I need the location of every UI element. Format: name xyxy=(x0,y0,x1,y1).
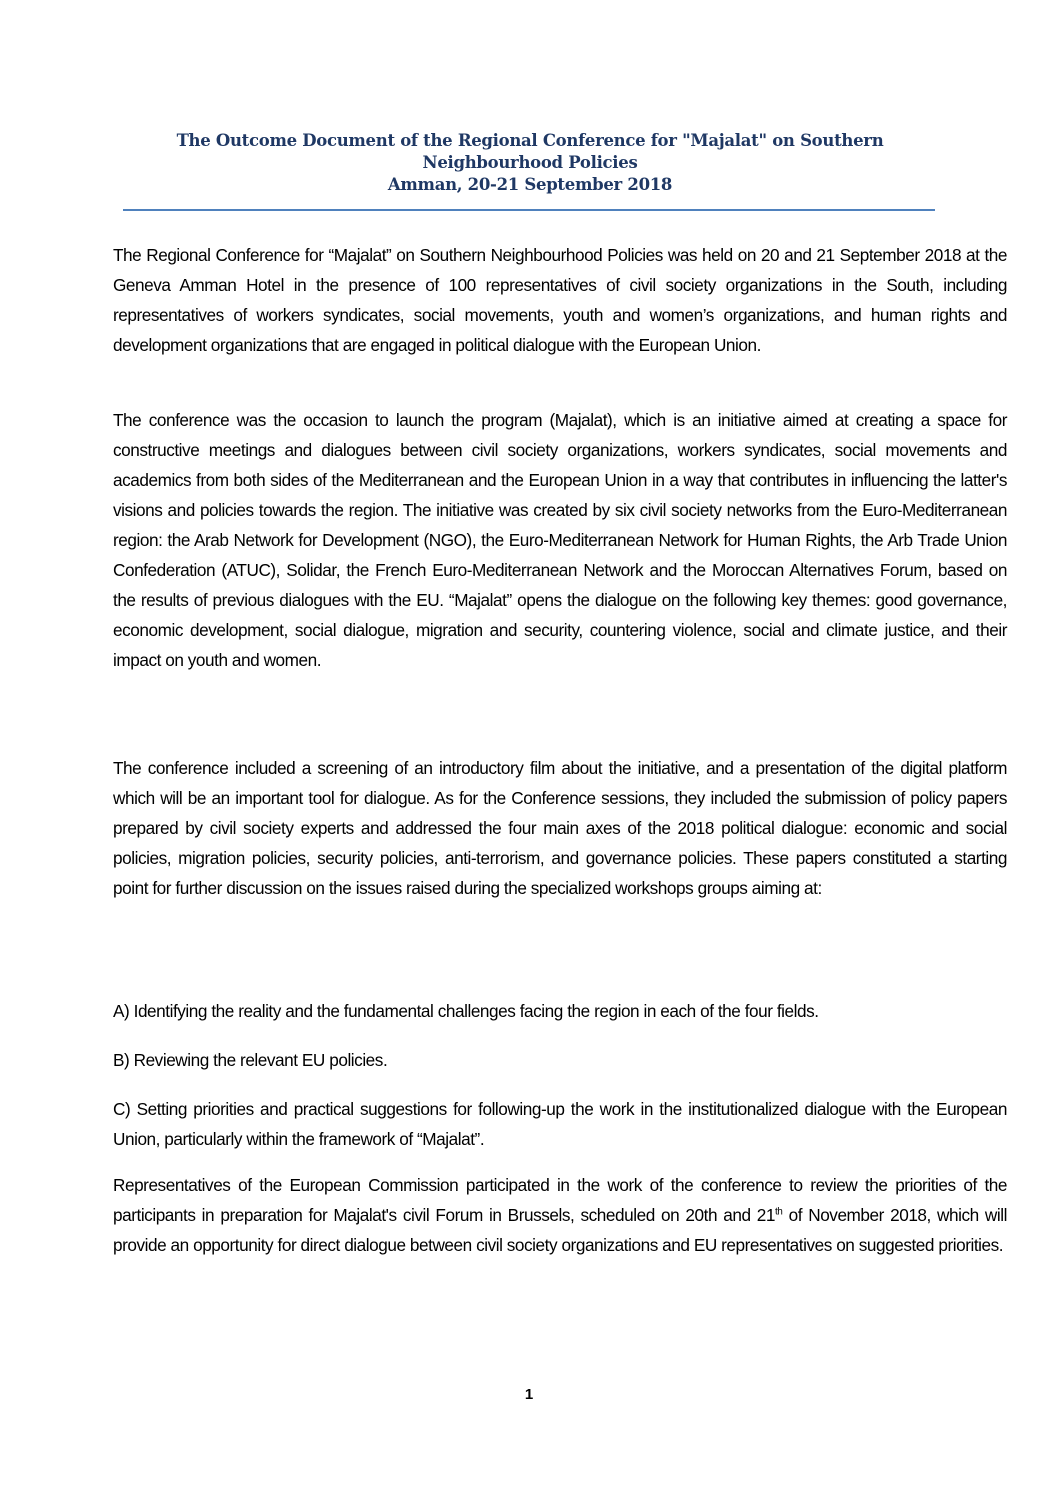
page-number: 1 xyxy=(524,1386,534,1403)
ordinal-superscript: th xyxy=(774,1206,783,1218)
paragraph-european-commission: Representatives of the European Commission participated in the work of the conference to review the priorities of the participants in preparation for Majalat's civil Forum in Brussels, scheduled on 20th and 21th of November 2018, which will provide an opportunity for direct dialogue between civil society organizations and EU representatives on suggested priorities. xyxy=(113,1175,1007,1255)
title-line-2: Neighbourhood Policies xyxy=(422,153,638,172)
title-line-3: Amman, 20-21 September 2018 xyxy=(387,175,673,194)
list-item: C) Setting priorities and practical suggestions for following-up the work in the institutionalized dialogue with the European Union, particularly within the framework of “Majalat”. xyxy=(113,1099,1007,1149)
list-item: A) Identifying the reality and the fundamental challenges facing the region in each of the four fields. xyxy=(113,1001,819,1021)
paragraph-sessions: The conference included a screening of an introductory film about the initiative, and a presentation of the digital platform which will be an important tool for dialogue. As for the Conference sessions, they included the submission of policy papers prepared by civil society experts and addressed the four main axes of the 2018 political dialogue: economic and social policies, migration policies, security policies, anti-terrorism, and governance policies. These papers constituted a starting point for further discussion on the issues raised during the specialized workshops groups aiming at: xyxy=(113,758,1007,898)
title-line-1: The Outcome Document of the Regional Conference for "Majalat" on Southern xyxy=(176,131,884,150)
paragraph-intro: The Regional Conference for “Majalat” on Southern Neighbourhood Policies was held on 20 and 21 September 2018 at the Geneva Amman Hotel in the presence of 100 representatives of civil society organizations in the South, including representatives of workers syndicates, social movements, youth and women’s organizations, and human rights and development organizations that are engaged in political dialogue with the European Union. xyxy=(113,245,1007,355)
document-title xyxy=(120,130,940,196)
title-underline-rule xyxy=(123,209,935,211)
list-item: B) Reviewing the relevant EU policies. xyxy=(113,1050,388,1070)
paragraph-program: The conference was the occasion to launch the program (Majalat), which is an initiative aimed at creating a space for constructive meetings and dialogues between civil society organizations, workers syndicates, social movements and academics from both sides of the Mediterranean and the European Union in a way that contributes in influencing the latter's visions and policies towards the region. The initiative was created by six civil society networks from the Euro-Mediterranean region: the Arab Network for Development (NGO), the Euro-Mediterranean Network for Human Rights, the Arb Trade Union Confederation (ATUC), Solidar, the French Euro-Mediterranean Network and the Moroccan Alternatives Forum, based on the results of previous dialogues with the EU. “Majalat” opens the dialogue on the following key themes: good governance, economic development, social dialogue, migration and security, countering violence, social and climate justice, and their impact on youth and women. xyxy=(113,410,1007,670)
